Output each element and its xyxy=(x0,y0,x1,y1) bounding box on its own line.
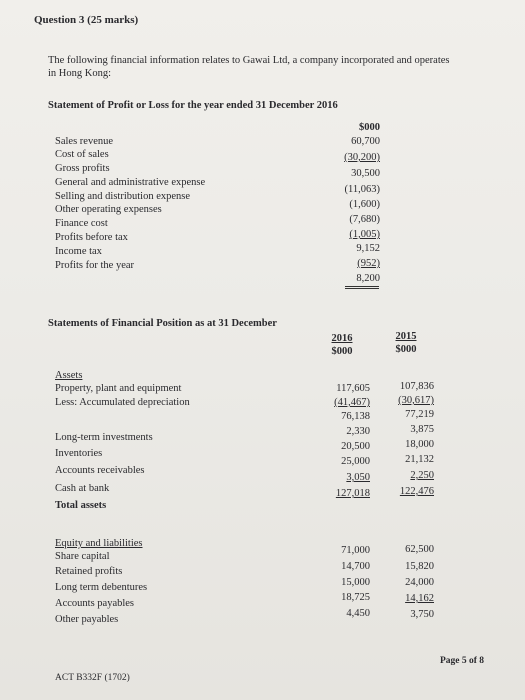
asset-label: Property, plant and equipment xyxy=(55,383,182,394)
footer-course-code: ACT B332F (1702) xyxy=(55,673,130,683)
asset-label: Cash at bank xyxy=(55,483,110,494)
pl-label: Finance cost xyxy=(55,218,108,229)
asset-value-2016: (41,467) xyxy=(334,397,370,408)
asset-value-2016: 117,605 xyxy=(336,383,370,394)
pl-label: Profits before tax xyxy=(55,232,128,243)
pl-value: 9,152 xyxy=(356,243,380,254)
pl-title: Statement of Profit or Loss for the year ended 31 December 2016 xyxy=(48,100,338,111)
equity-value-2016: 4,450 xyxy=(346,608,370,619)
pl-label: Sales revenue xyxy=(55,136,114,147)
asset-label: Long-term investments xyxy=(55,432,153,443)
asset-value-2015: 77,219 xyxy=(405,409,434,420)
sfp-col-2016-year: 2016 xyxy=(331,333,353,344)
equity-label: Other payables xyxy=(55,614,119,625)
asset-value-2016: 25,000 xyxy=(341,456,370,467)
equity-value-2016: 18,725 xyxy=(341,592,370,603)
sfp-col-2015-unit: $000 xyxy=(395,344,417,355)
equity-value-2016: 14,700 xyxy=(341,561,370,572)
equity-label: Accounts payables xyxy=(55,598,135,609)
pl-value: (30,200) xyxy=(344,152,380,163)
pl-label: General and administrative expense xyxy=(55,177,206,188)
pl-value: (7,680) xyxy=(349,214,380,225)
asset-value-2016: 76,138 xyxy=(341,411,370,422)
page-number: Page 5 of 8 xyxy=(440,656,485,666)
sfp-title: Statements of Financial Position as at 31 December xyxy=(48,318,277,329)
pl-label: Cost of sales xyxy=(55,149,109,160)
intro-line-2: in Hong Kong: xyxy=(48,68,111,79)
pl-value: 60,700 xyxy=(351,136,380,147)
asset-value-2015: (30,617) xyxy=(398,395,434,406)
equity-value-2015: 3,750 xyxy=(410,609,434,620)
pl-value: (11,063) xyxy=(344,184,380,195)
pl-label: Gross profits xyxy=(55,163,110,174)
equity-heading: Equity and liabilities xyxy=(55,538,143,549)
question-title: Question 3 (25 marks) xyxy=(34,14,139,26)
asset-value-2016: 127,018 xyxy=(335,488,370,499)
asset-value-2015: 2,250 xyxy=(410,470,434,481)
asset-label: Less: Accumulated depreciation xyxy=(55,397,190,408)
pl-value: (1,005) xyxy=(349,229,380,240)
equity-value-2015: 24,000 xyxy=(405,577,434,588)
intro-line-1: The following financial information relates to Gawai Ltd, a company incorporated and operates xyxy=(48,55,450,66)
asset-value-2016: 2,330 xyxy=(346,426,370,437)
equity-label: Share capital xyxy=(55,551,110,562)
asset-value-2015: 3,875 xyxy=(410,424,434,435)
equity-label: Retained profits xyxy=(55,566,123,577)
sfp-col-2015-year: 2015 xyxy=(395,331,417,342)
asset-value-2016: 20,500 xyxy=(341,441,370,452)
equity-label: Long term debentures xyxy=(55,582,148,593)
pl-value: (1,600) xyxy=(349,199,380,210)
pl-label: Selling and distribution expense xyxy=(55,191,191,202)
pl-value: 30,500 xyxy=(351,168,380,179)
asset-value-2016: 3,050 xyxy=(346,472,370,483)
pl-value: (952) xyxy=(357,258,380,269)
double-underline xyxy=(345,288,379,289)
equity-value-2016: 71,000 xyxy=(341,545,370,556)
pl-unit-header: $000 xyxy=(359,122,380,133)
equity-value-2016: 15,000 xyxy=(341,577,370,588)
pl-value: 8,200 xyxy=(356,273,380,284)
double-underline xyxy=(345,286,379,287)
asset-value-2015: 18,000 xyxy=(405,439,434,450)
equity-value-2015: 14,162 xyxy=(405,593,434,604)
asset-value-2015: 21,132 xyxy=(405,454,434,465)
pl-label: Profits for the year xyxy=(55,260,135,271)
asset-label: Total assets xyxy=(55,500,107,511)
pl-label: Income tax xyxy=(55,246,102,257)
assets-heading: Assets xyxy=(55,370,83,381)
pl-label: Other operating expenses xyxy=(55,204,162,215)
asset-value-2015: 122,476 xyxy=(399,486,434,497)
asset-value-2015: 107,836 xyxy=(399,381,434,392)
equity-value-2015: 15,820 xyxy=(405,561,434,572)
asset-label: Accounts receivables xyxy=(55,465,145,476)
asset-label: Inventories xyxy=(55,448,103,459)
equity-value-2015: 62,500 xyxy=(405,544,434,555)
sfp-col-2016-unit: $000 xyxy=(331,346,353,357)
